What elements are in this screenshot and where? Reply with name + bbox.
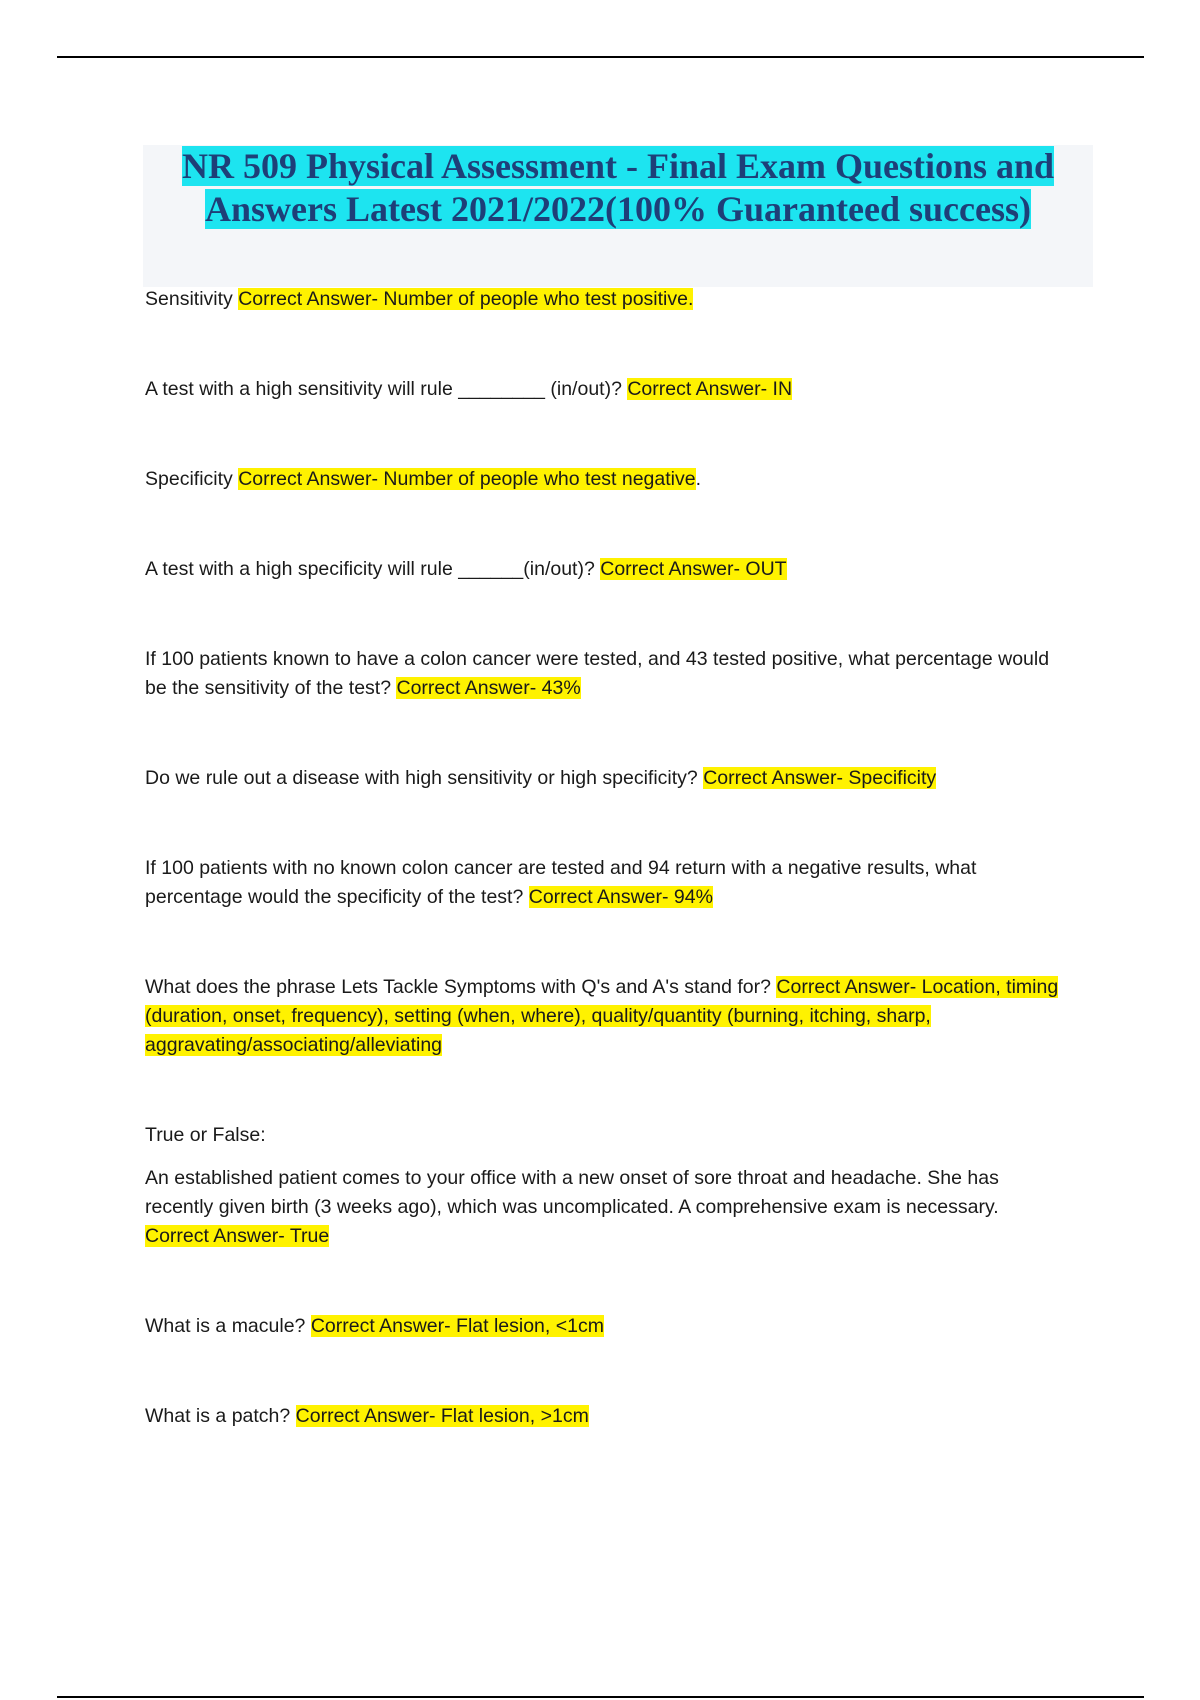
qa-item [145, 1402, 1065, 1431]
answer-text: Correct Answer- True [145, 1225, 330, 1247]
answer-text: Correct Answer- 94% [528, 886, 713, 908]
qa-item [145, 764, 1065, 793]
question-text: Specificity [145, 468, 239, 490]
question-text: What does the phrase Lets Tackle Symptoms with Q's and A's stand for? [145, 976, 777, 998]
question-text: If 100 patients known to have a colon cancer were tested, and 43 tested positive, what percentage would be the sensitivity of the test? [145, 648, 1050, 699]
qa-item [145, 854, 1065, 912]
answer-text: Correct Answer- Location, timing (duration, onset, frequency), setting (when, where), quality/quantity (burning, itching, sharp, aggravating/associating/alleviating [145, 976, 1059, 1056]
answer-text: Correct Answer- Flat lesion, <1cm [310, 1315, 604, 1337]
qa-item [145, 375, 1065, 404]
qa-item-label [145, 1121, 1065, 1150]
answer-text: Correct Answer- Specificity [703, 767, 937, 789]
answer-text: Correct Answer- Number of people who test negative [238, 468, 696, 490]
question-text: An established patient comes to your office with a new onset of sore throat and headache. She has recently given birth (3 weeks ago), which was uncomplicated. A comprehensive exam is necessary. [145, 1167, 999, 1218]
question-text: True or False: [145, 1124, 266, 1146]
bottom-rule [57, 1696, 1144, 1698]
qa-list [145, 285, 1065, 1431]
question-text: What is a macule? [145, 1315, 311, 1337]
qa-item [145, 1312, 1065, 1341]
answer-tail: . [695, 468, 702, 490]
qa-item [145, 465, 1065, 494]
question-text: A test with a high specificity will rule ______(in/out)? [145, 558, 601, 580]
qa-item [145, 973, 1065, 1060]
document-title: NR 509 Physical Assessment - Final Exam Questions and Answers Latest 2021/2022(100% Guaranteed success) [181, 146, 1055, 229]
qa-item [145, 645, 1065, 703]
qa-item [145, 1164, 1065, 1251]
qa-item [145, 285, 1065, 314]
top-rule [57, 56, 1144, 58]
title-block [143, 145, 1093, 287]
qa-item [145, 555, 1065, 584]
question-text: Do we rule out a disease with high sensitivity or high specificity? [145, 767, 704, 789]
answer-text: Correct Answer- IN [627, 378, 793, 400]
question-text: If 100 patients with no known colon cancer are tested and 94 return with a negative results, what percentage would the specificity of the test? [145, 857, 977, 908]
answer-text: Correct Answer- OUT [600, 558, 787, 580]
answer-text: Correct Answer- 43% [396, 677, 581, 699]
question-text: What is a patch? [145, 1405, 296, 1427]
question-text: Sensitivity [145, 288, 239, 310]
question-text: A test with a high sensitivity will rule ________ (in/out)? [145, 378, 628, 400]
answer-text: Correct Answer- Flat lesion, >1cm [295, 1405, 589, 1427]
answer-text: Correct Answer- Number of people who test positive. [238, 288, 694, 310]
